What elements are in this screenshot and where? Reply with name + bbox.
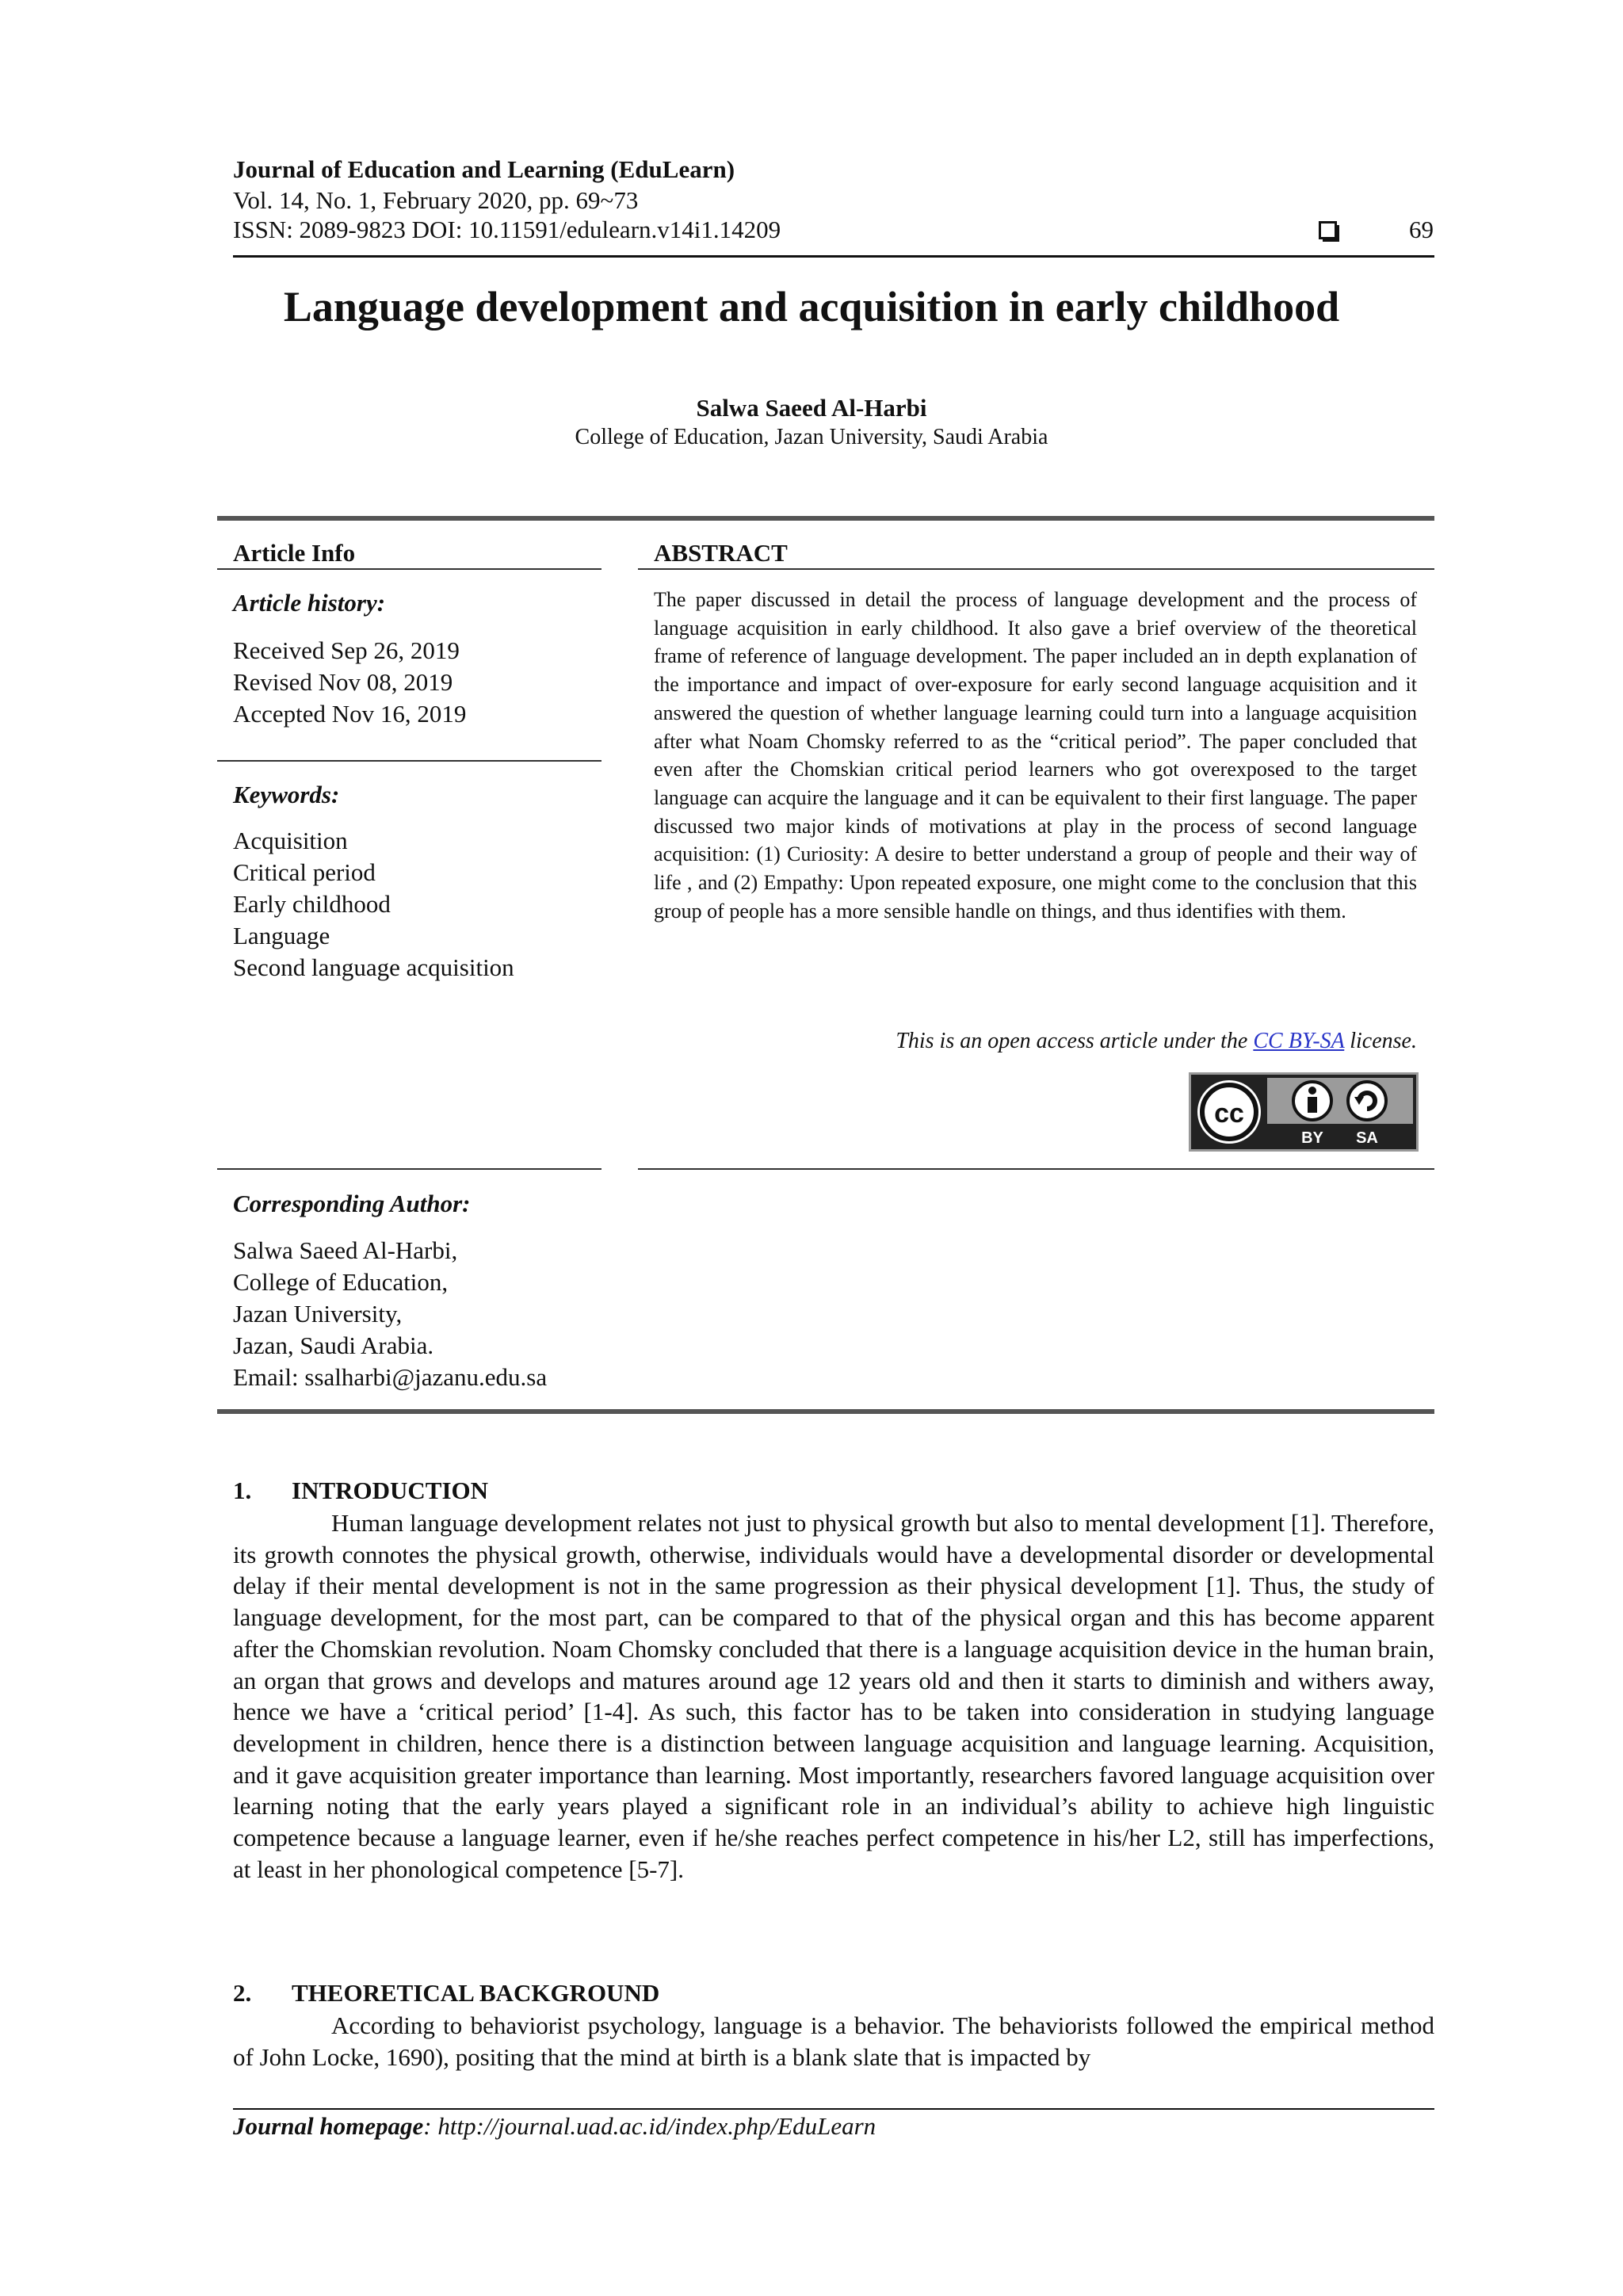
license-line <box>654 1029 1417 1054</box>
cc-by-sa-icon <box>1191 1075 1416 1149</box>
badge-cc-text: cc <box>1214 1098 1244 1129</box>
keywords-heading: Keywords: <box>233 781 340 808</box>
info-box-bottom-rule <box>217 1409 1434 1414</box>
footer-label: Journal homepage <box>233 2112 424 2140</box>
cc-by-sa-badge[interactable] <box>1189 1072 1419 1152</box>
issn-doi-line: ISSN: 2089-9823 DOI: 10.11591/edulearn.v14i1.14209 <box>233 216 781 243</box>
history-heading: Article history: <box>233 589 386 617</box>
abstract-heading: ABSTRACT <box>654 539 788 567</box>
abstract-bottom-rule <box>638 1168 1434 1170</box>
background-body <box>233 2010 1434 2073</box>
footer <box>233 2112 876 2141</box>
corresponding-rule <box>217 1168 601 1170</box>
badge-sa-text: SA <box>1356 1129 1378 1147</box>
license-link[interactable]: CC BY-SA <box>1253 1029 1345 1053</box>
abstract-text: The paper discussed in detail the process of language development and the process of language acquisition in early childhood. It also gave a brief overview of the theoretical frame of reference of language development. The paper included an in depth explanation of the importance and impact of over-exposure for early second language acquisition and it answered the question of whether language learning could turn into a language acquisition after what Noam Chomsky referred to as the “critical period”. The paper concluded that even after the Chomskian critical period learners who got overexposed to the target language can acquire the language and it can be equivalent to their first language. The paper discussed two major kinds of motivations at play in the process of second language acquisition: (1) Curiosity: A desire to better understand a group of people and their way of life , and (2) Empathy: Upon repeated exposure, one might come to the conclusion that this group of people has a more sensible handle on things, and thus identifies with them. <box>654 588 1417 923</box>
keyword-item: Language <box>233 922 330 949</box>
keywords-rule <box>217 760 601 762</box>
footer-url[interactable]: : http://journal.uad.ac.id/index.php/EduLearn <box>423 2112 876 2140</box>
abstract-rule <box>638 568 1434 570</box>
keyword-item: Early childhood <box>233 890 391 918</box>
corresponding-college: College of Education, <box>233 1268 449 1296</box>
keywords-list <box>233 825 514 984</box>
article-info-rule <box>217 568 601 570</box>
section-number: 1. <box>233 1477 252 1504</box>
history-accepted: Accepted Nov 16, 2019 <box>233 700 467 728</box>
history-received: Received Sep 26, 2019 <box>233 636 460 664</box>
corresponding-location: Jazan, Saudi Arabia. <box>233 1331 434 1359</box>
corresponding-details <box>233 1235 547 1393</box>
background-text: According to behaviorist psychology, language is a behavior. The behaviorists followed the empirical method of John Locke, 1690), positing that the mind at birth is a blank slate that is impacted by <box>233 2011 1434 2071</box>
introduction-body <box>233 1507 1434 1885</box>
author-name: Salwa Saeed Al-Harbi <box>696 394 927 422</box>
section-number: 2. <box>233 1979 252 2007</box>
corresponding-university: Jazan University, <box>233 1300 403 1328</box>
badge-by-text: BY <box>1301 1129 1323 1147</box>
footer-rule <box>233 2108 1434 2110</box>
section-heading <box>233 1979 659 2008</box>
license-suffix: license. <box>1344 1029 1417 1053</box>
history-list <box>233 635 466 730</box>
corresponding-email: Email: ssalharbi@jazanu.edu.sa <box>233 1363 548 1391</box>
section-title: THEORETICAL BACKGROUND <box>292 1979 660 2007</box>
keyword-item: Critical period <box>233 858 376 886</box>
introduction-text: Human language development relates not just to physical growth but also to mental development [1]. Therefore, its growth connotes the physical growth, otherwise, individuals would have a developmental disorder or developmental delay if their mental development is not in the same progression as their physical development [1]. Thus, the study of language development, for the most part, can be compared to that of the physical organ and this has become apparent after the Chomskian revolution. Noam Chomsky concluded that there is a language acquisition device in the human brain, an organ that grows and develops and matures around age 12 years old and then it starts to diminish and withers away, hence we have a ‘critical period’ [1-4]. As such, this factor has to be taken into consideration in studying language development in children, hence there is a distinction between language acquisition and language learning. Acquisition, and it gave acquisition greater importance than learning. Most importantly, researchers favored language acquisition over learning noting that the early years played a significant role in an individual’s ability to achieve high linguistic competence because a language learner, even if he/she reaches perfect competence in his/her L2, still has imperfections, at least in her phonological competence [5-7]. <box>233 1509 1434 1883</box>
volume-line: Vol. 14, No. 1, February 2020, pp. 69~73 <box>233 186 639 214</box>
keyword-item: Second language acquisition <box>233 953 514 981</box>
page-number: 69 <box>1409 216 1434 243</box>
corresponding-name: Salwa Saeed Al-Harbi, <box>233 1236 458 1264</box>
section-title: INTRODUCTION <box>292 1477 489 1504</box>
keyword-item: Acquisition <box>233 827 348 854</box>
paper-title: Language development and acquisition in early childhood <box>283 283 1340 330</box>
article-info-heading: Article Info <box>233 539 356 567</box>
journal-name: Journal of Education and Learning (EduLearn) <box>233 155 735 183</box>
author-affiliation: College of Education, Jazan University, Saudi Arabia <box>575 425 1048 449</box>
license-prefix: This is an open access article under the <box>896 1029 1254 1053</box>
history-revised: Revised Nov 08, 2019 <box>233 668 453 696</box>
info-box-top-rule <box>217 516 1434 521</box>
page-box-icon <box>1319 221 1337 239</box>
section-heading <box>233 1477 488 1505</box>
corresponding-heading: Corresponding Author: <box>233 1190 471 1217</box>
header-rule <box>233 255 1434 258</box>
